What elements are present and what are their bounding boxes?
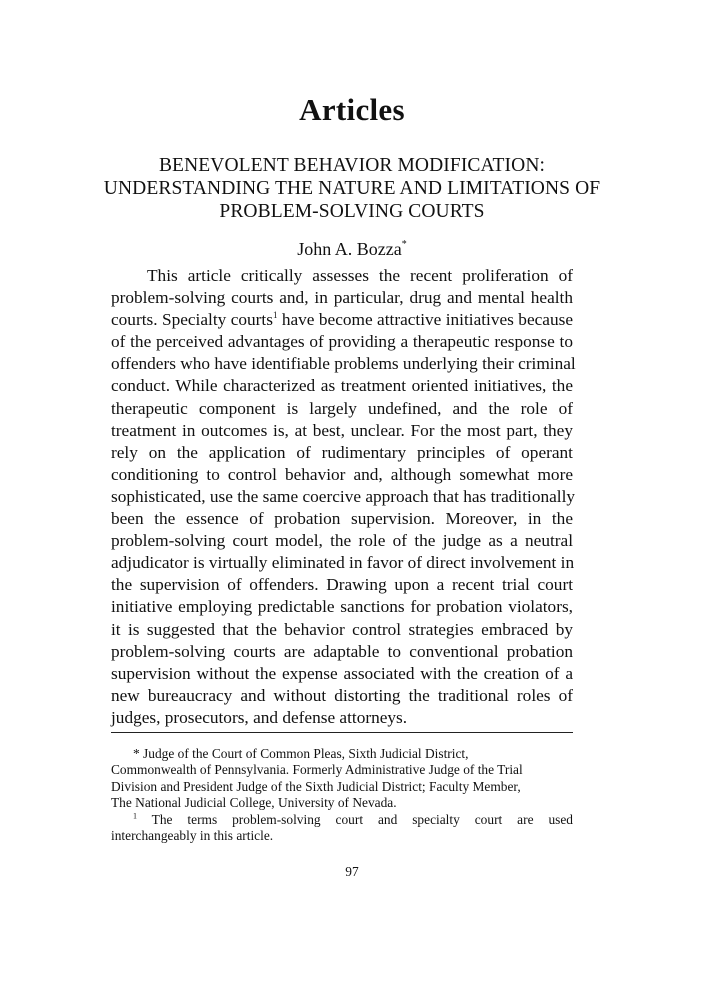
abstract-line-text: courts. Specialty courts xyxy=(111,310,273,330)
abstract-line: been the essence of probation supervision. Moreover, in the xyxy=(111,509,573,529)
footnote-1-marker: 1 xyxy=(133,811,137,821)
abstract-line: new bureaucracy and without distorting the traditional roles of xyxy=(111,685,573,705)
abstract-line: conduct. While characterized as treatment oriented initiatives, the xyxy=(111,376,573,396)
author-byline xyxy=(0,239,704,260)
footnote-1-line xyxy=(111,812,573,828)
abstract-line: sophisticated, use the same coercive approach that has traditionally xyxy=(111,486,576,506)
abstract-line: This article critically assesses the recent proliferation of xyxy=(147,266,573,285)
footnote-author-line: Division and President Judge of the Sixth Judicial District; Faculty Member, xyxy=(111,778,521,794)
footnote-1-line: interchangeably in this article. xyxy=(111,827,274,843)
footnote-divider xyxy=(111,732,573,733)
footnote-1-text: The terms problem-solving court and specialty court are used xyxy=(137,811,573,827)
abstract-line: judges, prosecutors, and defense attorneys. xyxy=(111,707,408,727)
abstract-line: supervision without the expense associated with the creation of a xyxy=(111,663,573,683)
abstract-paragraph xyxy=(111,265,576,729)
abstract-line: conditioning to control behavior and, although somewhat more xyxy=(111,464,573,484)
section-heading: Articles xyxy=(299,92,405,127)
abstract-line: problem-solving courts are adaptable to conventional probation xyxy=(111,641,573,661)
article-title xyxy=(100,154,604,223)
page-number: 97 xyxy=(345,864,359,879)
abstract-line: treatment in outcomes is, at best, unclear. For the most part, they xyxy=(111,420,573,440)
abstract-line: adjudicator is virtually eliminated in favor of direct involvement in xyxy=(111,553,575,573)
footnote-author-line: Commonwealth of Pennsylvania. Formerly Administrative Judge of the Trial xyxy=(111,762,523,778)
abstract-line-text: have become attractive initiatives because xyxy=(277,310,573,330)
abstract-line: problem-solving courts and, in particular, drug and mental health xyxy=(111,288,573,308)
abstract-line: offenders who have identifiable problems underlying their criminal xyxy=(111,354,576,374)
abstract-line: of the perceived advantages of providing a therapeutic response to xyxy=(111,332,573,352)
abstract-line: rely on the application of rudimentary principles of operant xyxy=(111,442,573,462)
title-line-2: UNDERSTANDING THE NATURE AND LIMITATIONS OF xyxy=(103,178,601,199)
abstract-line: therapeutic component is largely undefined, and the role of xyxy=(111,398,573,418)
abstract-line: problem-solving court model, the role of the judge as a neutral xyxy=(111,531,573,551)
title-line-3: PROBLEM-SOLVING COURTS xyxy=(219,201,485,222)
abstract-line: it is suggested that the behavior control strategies embraced by xyxy=(111,619,573,639)
footnote-author-line: * Judge of the Court of Common Pleas, Sixth Judicial District, xyxy=(133,746,469,761)
author-footnote-marker: * xyxy=(401,239,407,250)
abstract-line: initiative employing predictable sanctions for probation violators, xyxy=(111,597,573,617)
footnote-ref-1: 1 xyxy=(272,310,278,321)
author-name: John A. Bozza xyxy=(297,239,402,259)
title-line-1: BENEVOLENT BEHAVIOR MODIFICATION: xyxy=(158,155,546,176)
abstract-line: the supervision of offenders. Drawing upon a recent trial court xyxy=(111,575,573,595)
footnote-author-line: The National Judicial College, University of Nevada. xyxy=(111,795,397,811)
abstract-line xyxy=(111,309,573,331)
footnotes xyxy=(111,746,573,844)
